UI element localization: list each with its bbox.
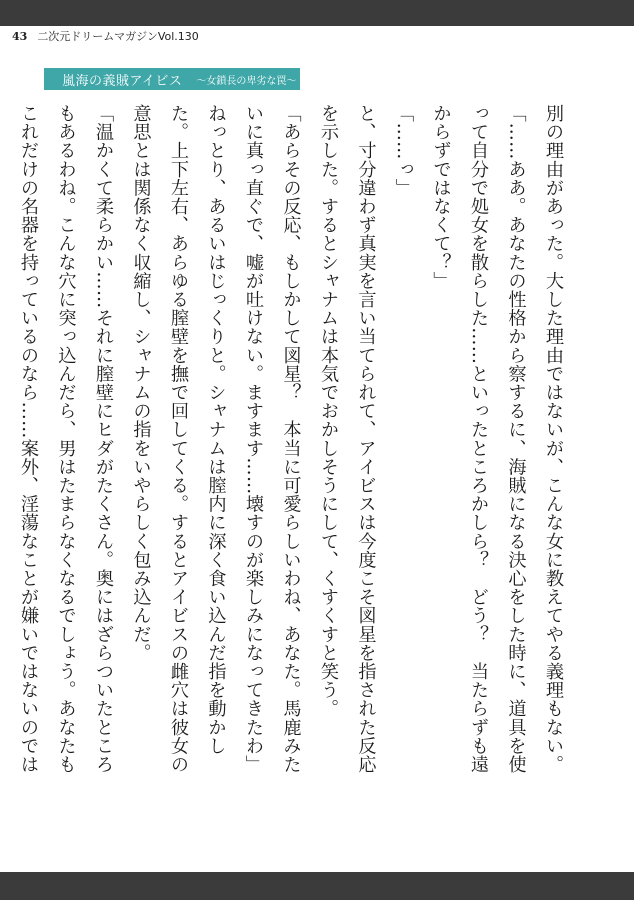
paragraph: と、寸分違わず真実を言い当てられて、アイビスは今度こそ図星を指された反応を示した。するとシャナムは本気でおかしそうにして、くすくすと笑う。 [318, 104, 377, 774]
paragraph: 「……っ」 [393, 104, 414, 197]
chapter-title: 嵐海の義賊アイビス [62, 73, 183, 89]
paragraph: 「あらその反応、もしかして図星？ 本当に可愛らしいわね、あなた。馬鹿みたいに真っ直ぐで、嘘が吐けない。ますます……壊すのが楽しみになってきたわ」 [243, 104, 302, 774]
paragraph: 「……ああ。あなたの性格から察するに、海賊になる決心をした時に、道具を使って自分で処女を散らした……といったところかしら？ どう？ 当たらずも遠からずではなくて？」 [430, 104, 527, 774]
chapter-subtitle: 〜女鎖長の卑劣な罠〜 [196, 75, 297, 87]
viewer-bottom-bar [0, 872, 634, 900]
magazine-title: 二次元ドリームマガジンVol.130 [37, 30, 199, 43]
paragraph: 別の理由があった。大した理由ではないが、こんな女に教えてやる義理もない。 [543, 104, 564, 774]
chapter-banner [44, 68, 300, 90]
page-header [12, 28, 199, 46]
body-text [18, 104, 572, 784]
paragraph: 「温かくて柔らかい……それに膣壁にヒダがたくさん。奥にはざらついたところもあるわね。こんな穴に突っ込んだら、男はたまらなくなるでしょう。あなたもこれだけの名器を持っているのなら……案外、淫蕩なことが嫌いではないのでは [18, 104, 114, 774]
viewer-top-bar [0, 0, 634, 26]
page-number: 43 [12, 30, 28, 43]
paragraph: ねっとり、あるいはじっくりと。シャナムは膣内に深く食い込んだ指を動かした。上下左右、あらゆる膣壁を撫で回してくる。するとアイビスの雌穴は彼女の意思とは関係なく収縮し、シャナムの指をいやらしく包み込んだ。 [130, 104, 227, 774]
